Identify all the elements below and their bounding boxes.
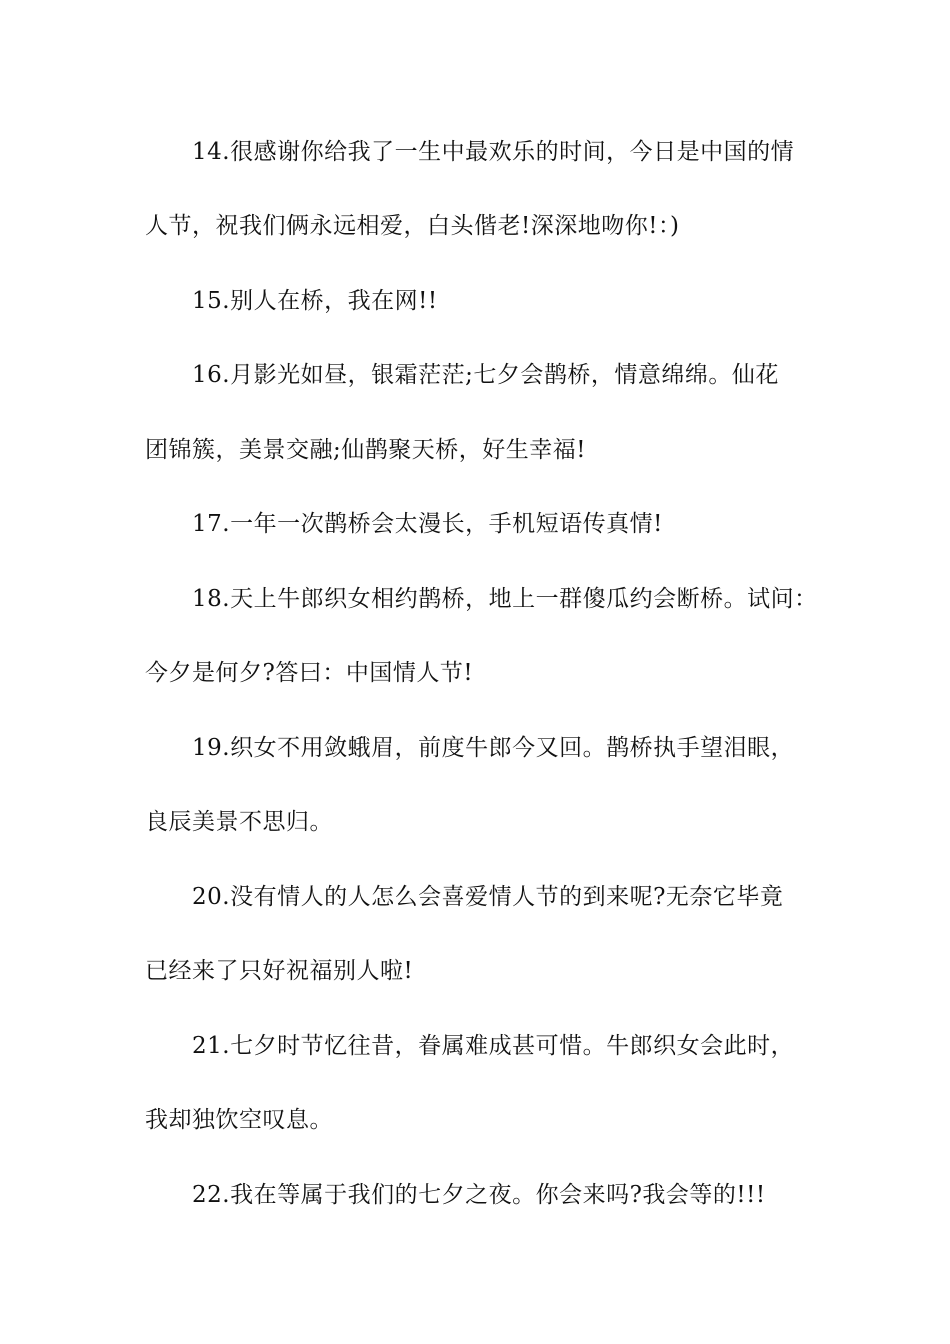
paragraph-16-line-2: 团锦簇，美景交融;仙鹊聚天桥，好生幸福! bbox=[145, 437, 586, 463]
paragraph-19-line-1: 19.织女不用敛蛾眉，前度牛郎今又回。鹊桥执手望泪眼， bbox=[192, 735, 795, 761]
paragraph-20-line-1: 20.没有情人的人怎么会喜爱情人节的到来呢?无奈它毕竟 bbox=[192, 884, 784, 910]
paragraph-14-line-1: 14.很感谢你给我了一生中最欢乐的时间，今日是中国的情 bbox=[192, 139, 795, 165]
paragraph-15-line-1: 15.别人在桥，我在网!! bbox=[192, 288, 438, 314]
paragraph-16-line-1: 16.月影光如昼，银霜茫茫;七夕会鹊桥，情意绵绵。仙花 bbox=[192, 362, 779, 388]
paragraph-21-line-1: 21.七夕时节忆往昔，眷属难成甚可惜。牛郎织女会此时， bbox=[192, 1033, 795, 1059]
paragraph-18-line-2: 今夕是何夕?答曰：中国情人节! bbox=[145, 660, 474, 686]
paragraph-17-line-1: 17.一年一次鹊桥会太漫长，手机短语传真情! bbox=[192, 511, 663, 537]
paragraph-22-line-1: 22.我在等属于我们的七夕之夜。你会来吗?我会等的!!! bbox=[192, 1182, 766, 1208]
paragraph-19-line-2: 良辰美景不思归。 bbox=[145, 809, 333, 835]
paragraph-20-line-2: 已经来了只好祝福别人啦! bbox=[145, 958, 414, 984]
paragraph-21-line-2: 我却独饮空叹息。 bbox=[145, 1107, 333, 1133]
paragraph-18-line-1: 18.天上牛郎织女相约鹊桥，地上一群傻瓜约会断桥。试问： bbox=[192, 586, 818, 612]
paragraph-14-line-2: 人节，祝我们俩永远相爱，白头偕老!深深地吻你!：) bbox=[145, 213, 680, 239]
